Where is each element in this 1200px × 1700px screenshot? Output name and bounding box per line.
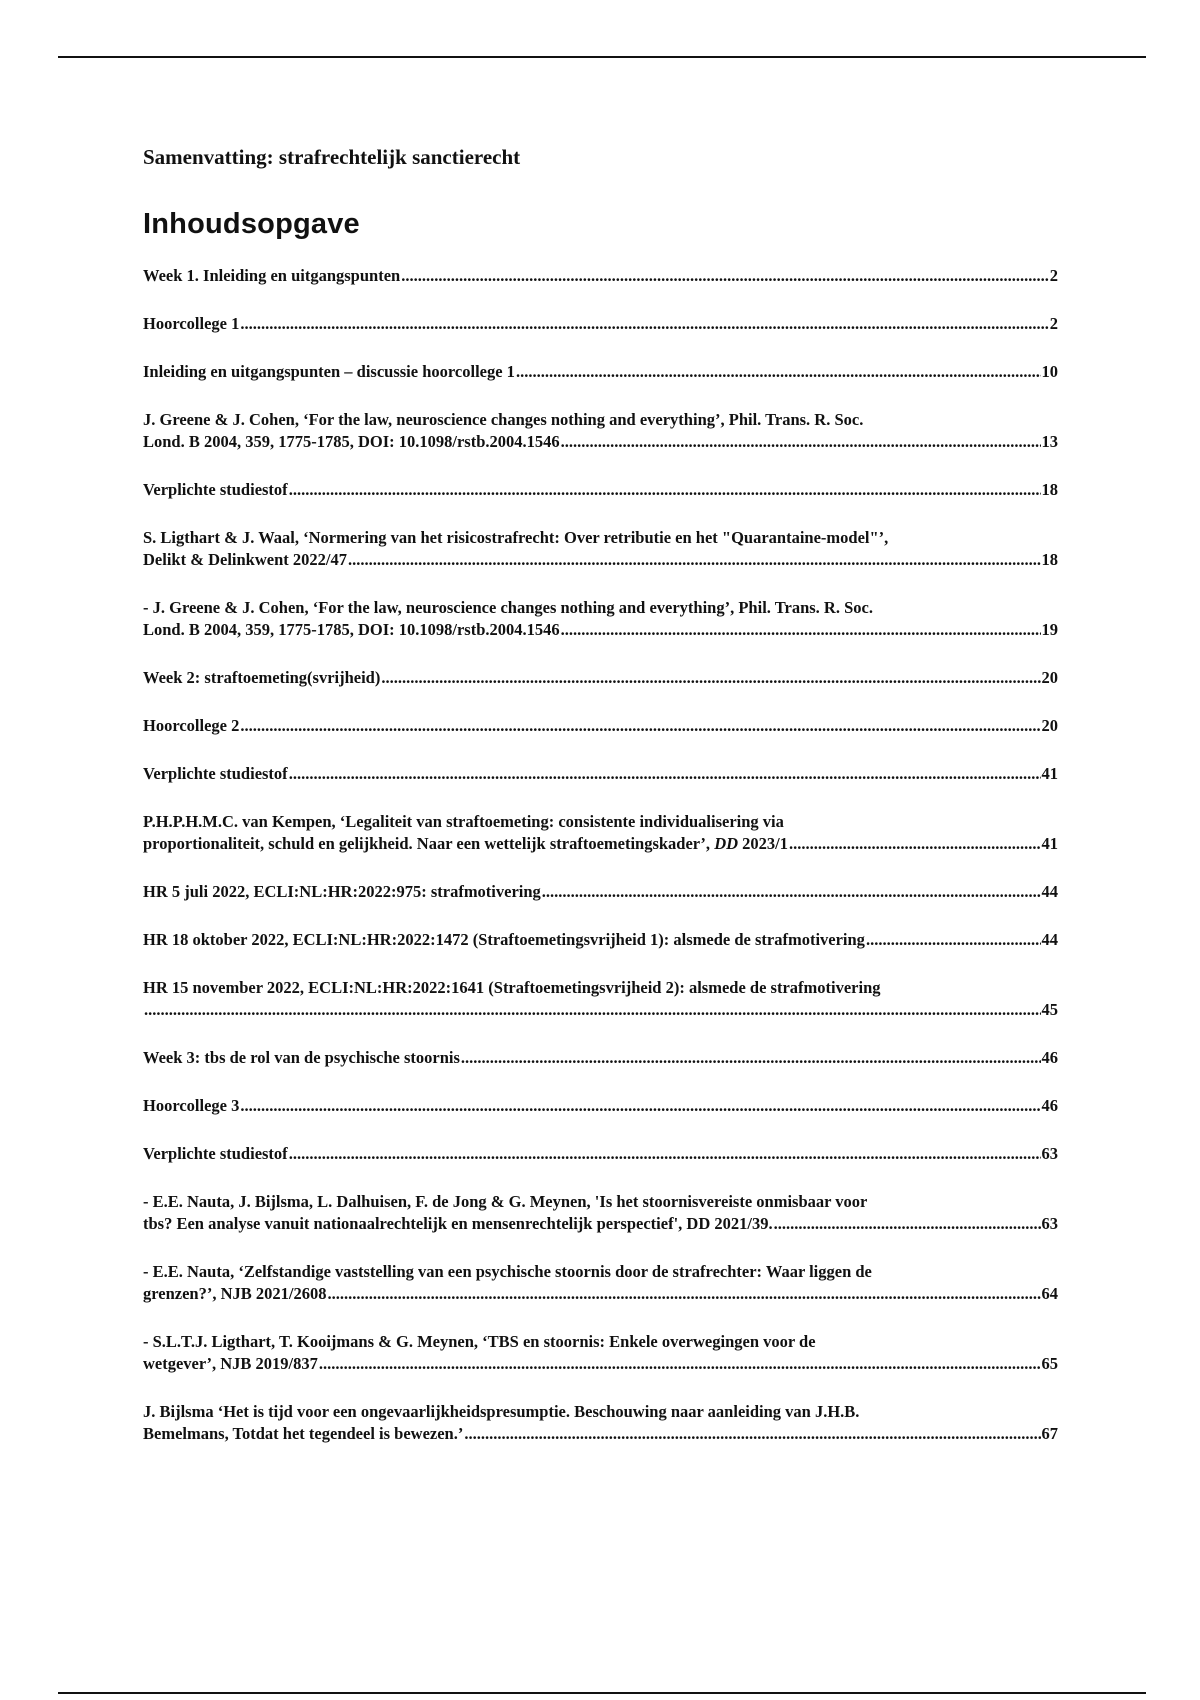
toc-page-number: 46 bbox=[1041, 1096, 1058, 1115]
toc-entry[interactable] bbox=[143, 597, 1058, 641]
toc-entry[interactable] bbox=[143, 313, 1058, 335]
toc-dot-leader bbox=[789, 833, 1041, 855]
toc-page-number: 46 bbox=[1041, 1048, 1058, 1067]
toc-page-number: 41 bbox=[1041, 834, 1058, 853]
toc-entry[interactable] bbox=[143, 1331, 1058, 1375]
toc-entry[interactable] bbox=[143, 977, 1058, 1021]
toc-dot-leader bbox=[240, 313, 1048, 335]
toc-entry-title bbox=[143, 1047, 460, 1069]
toc-page-number: 18 bbox=[1041, 480, 1058, 499]
toc-page-number: 64 bbox=[1041, 1284, 1058, 1303]
toc-entry-title-text: proportionaliteit, schuld en gelijkheid. Naar een wettelijk straftoemetingskader’, bbox=[143, 834, 711, 853]
toc-entry[interactable] bbox=[143, 527, 1058, 571]
toc-heading: Inhoudsopgave bbox=[143, 208, 360, 240]
toc-dot-leader bbox=[774, 1213, 1041, 1235]
toc-entry-title-text: Hoorcollege 2 bbox=[143, 716, 240, 735]
toc-page-number: 63 bbox=[1041, 1144, 1058, 1163]
toc-entry-title-text: grenzen?’, NJB 2021/2608 bbox=[143, 1284, 327, 1303]
toc-entry-text-line: HR 15 november 2022, ECLI:NL:HR:2022:1641 (Straftoemetingsvrijheid 2): alsmede de strafmotivering bbox=[143, 978, 881, 997]
toc-entry-title-text: HR 18 oktober 2022, ECLI:NL:HR:2022:1472 (Straftoemetingsvrijheid 1): alsmede de strafmotivering bbox=[143, 930, 865, 949]
toc-dot-leader bbox=[289, 1143, 1041, 1165]
toc-entry-title-text: Hoorcollege 1 bbox=[143, 314, 240, 333]
toc-dot-leader bbox=[516, 361, 1041, 383]
toc-entry-title bbox=[143, 763, 288, 785]
footer-rule bbox=[58, 1692, 1146, 1694]
toc-entry-text-line: - E.E. Nauta, J. Bijlsma, L. Dalhuisen, F. de Jong & G. Meynen, 'Is het stoornisvereiste onmisbaar voor bbox=[143, 1192, 868, 1211]
toc-dot-leader bbox=[240, 1095, 1040, 1117]
toc-entry-title bbox=[143, 715, 239, 737]
toc-entry-text-line: - E.E. Nauta, ‘Zelfstandige vaststelling van een psychische stoornis door de strafrechter: Waar liggen de bbox=[143, 1262, 872, 1281]
toc-entry-title bbox=[143, 1353, 318, 1375]
toc-page-number: 45 bbox=[1041, 1000, 1058, 1019]
toc-entry-title-text: Hoorcollege 3 bbox=[143, 1096, 240, 1115]
toc-entry[interactable] bbox=[143, 1143, 1058, 1165]
toc-page-number: 20 bbox=[1041, 668, 1058, 687]
toc-entry[interactable] bbox=[143, 1047, 1058, 1069]
toc-dot-leader bbox=[348, 549, 1041, 571]
document-title: Samenvatting: strafrechtelijk sanctierecht bbox=[143, 145, 521, 169]
toc-dot-leader bbox=[144, 999, 1041, 1021]
toc-entry-text-line: P.H.P.H.M.C. van Kempen, ‘Legaliteit van straftoemeting: consistente individualisering via bbox=[143, 812, 784, 831]
toc-dot-leader bbox=[561, 619, 1041, 641]
toc-dot-leader bbox=[319, 1353, 1041, 1375]
toc-page-number: 18 bbox=[1041, 550, 1058, 569]
toc-dot-leader bbox=[240, 715, 1040, 737]
toc-page-number: 44 bbox=[1041, 882, 1058, 901]
toc-entry-title bbox=[143, 619, 560, 641]
toc-dot-leader bbox=[464, 1423, 1040, 1445]
toc-entry-title-text: Week 3: tbs de rol van de psychische stoornis bbox=[143, 1048, 460, 1067]
toc-dot-leader bbox=[289, 479, 1041, 501]
toc-entry-text-line: J. Greene & J. Cohen, ‘For the law, neuroscience changes nothing and everything’, Phil. Trans. R. Soc. bbox=[143, 410, 864, 429]
toc-entry[interactable] bbox=[143, 1401, 1058, 1445]
toc-entry-title bbox=[143, 1095, 239, 1117]
toc-dot-leader bbox=[542, 881, 1041, 903]
toc-page-number: 13 bbox=[1041, 432, 1058, 451]
header-rule bbox=[58, 56, 1146, 58]
toc-entry-title bbox=[143, 667, 380, 689]
page-content bbox=[143, 145, 1058, 1471]
toc-page-number: 67 bbox=[1041, 1424, 1058, 1443]
toc-entry-title-text: Inleiding en uitgangspunten – discussie hoorcollege 1 bbox=[143, 362, 515, 381]
toc-entry-title-text: Delikt & Delinkwent 2022/47 bbox=[143, 550, 347, 569]
toc-page-number: 63 bbox=[1041, 1214, 1058, 1233]
toc-entry-text-line: J. Bijlsma ‘Het is tijd voor een ongevaarlijkheidspresumptie. Beschouwing naar aanleiding van J.H.B. bbox=[143, 1402, 860, 1421]
toc-entry-title bbox=[143, 929, 865, 951]
toc-entry[interactable] bbox=[143, 409, 1058, 453]
toc-entry[interactable] bbox=[143, 1191, 1058, 1235]
toc-entry[interactable] bbox=[143, 715, 1058, 737]
toc-entry-title bbox=[143, 361, 515, 383]
toc-entry[interactable] bbox=[143, 265, 1058, 287]
toc-dot-leader bbox=[289, 763, 1041, 785]
toc-page-number: 10 bbox=[1041, 362, 1058, 381]
toc-entry-title-italic: DD bbox=[714, 834, 739, 853]
toc-page-number: 44 bbox=[1041, 930, 1058, 949]
toc-entry[interactable] bbox=[143, 479, 1058, 501]
toc-entry-title-text: Bemelmans, Totdat het tegendeel is bewezen.’ bbox=[143, 1424, 464, 1443]
toc-page-number: 65 bbox=[1041, 1354, 1058, 1373]
toc-dot-leader bbox=[381, 667, 1040, 689]
toc-entry-title bbox=[143, 1213, 773, 1235]
toc-dot-leader bbox=[327, 1283, 1040, 1305]
toc-entry-text-line: S. Ligthart & J. Waal, ‘Normering van het risicostrafrecht: Over retributie en het "Quarantaine-model"’, bbox=[143, 528, 889, 547]
toc-entry-title bbox=[143, 265, 400, 287]
toc-entry-title-text: Lond. B 2004, 359, 1775-1785, DOI: 10.1098/rstb.2004.1546 bbox=[143, 620, 560, 639]
toc-dot-leader bbox=[461, 1047, 1041, 1069]
toc-page-number: 19 bbox=[1041, 620, 1058, 639]
toc-entry-title bbox=[143, 1423, 463, 1445]
toc-entry-title-text: Week 1. Inleiding en uitgangspunten bbox=[143, 266, 401, 285]
toc-entry-title-tail: 2023/1 bbox=[742, 834, 788, 853]
toc-entry-title bbox=[143, 881, 541, 903]
toc-page-number: 2 bbox=[1049, 266, 1058, 285]
toc-entry-title-text: Verplichte studiestof bbox=[143, 1144, 288, 1163]
toc-entry-title-text: HR 5 juli 2022, ECLI:NL:HR:2022:975: strafmotivering bbox=[143, 882, 541, 901]
toc-entry-title-text: Verplichte studiestof bbox=[143, 480, 288, 499]
toc-entry[interactable] bbox=[143, 1261, 1058, 1305]
toc-dot-leader bbox=[561, 431, 1041, 453]
toc-entry[interactable] bbox=[143, 667, 1058, 689]
toc-page-number: 20 bbox=[1041, 716, 1058, 735]
toc-entry-title bbox=[143, 479, 288, 501]
toc-entry-title bbox=[143, 833, 788, 855]
toc-entry[interactable] bbox=[143, 811, 1058, 855]
toc-entry[interactable] bbox=[143, 881, 1058, 903]
toc-entry-text-line: - J. Greene & J. Cohen, ‘For the law, neuroscience changes nothing and everything’, Phil. Trans. R. Soc. bbox=[143, 598, 873, 617]
toc-entry-title bbox=[143, 313, 239, 335]
toc-entry-title-text: Lond. B 2004, 359, 1775-1785, DOI: 10.1098/rstb.2004.1546 bbox=[143, 432, 560, 451]
toc-entry-title bbox=[143, 549, 347, 571]
toc-page-number: 41 bbox=[1041, 764, 1058, 783]
toc-entry-title-text: tbs? Een analyse vanuit nationaalrechtelijk en mensenrechtelijk perspectief', DD 2021/39. bbox=[143, 1214, 773, 1233]
toc-entry-title-text: Verplichte studiestof bbox=[143, 764, 288, 783]
toc-page-number: 2 bbox=[1049, 314, 1058, 333]
toc-dot-leader bbox=[401, 265, 1049, 287]
toc-entry[interactable] bbox=[143, 763, 1058, 785]
toc-entry-text-line: - S.L.T.J. Ligthart, T. Kooijmans & G. Meynen, ‘TBS en stoornis: Enkele overwegingen voor de bbox=[143, 1332, 816, 1351]
table-of-contents bbox=[143, 265, 1058, 1445]
toc-entry[interactable] bbox=[143, 1095, 1058, 1117]
toc-entry-title bbox=[143, 1143, 288, 1165]
toc-entry-title bbox=[143, 1283, 326, 1305]
toc-dot-leader bbox=[866, 929, 1041, 951]
toc-entry-title bbox=[143, 431, 560, 453]
toc-entry[interactable] bbox=[143, 929, 1058, 951]
toc-entry-title-text: wetgever’, NJB 2019/837 bbox=[143, 1354, 318, 1373]
toc-entry[interactable] bbox=[143, 361, 1058, 383]
toc-entry-title-text: Week 2: straftoemeting(svrijheid) bbox=[143, 668, 381, 687]
